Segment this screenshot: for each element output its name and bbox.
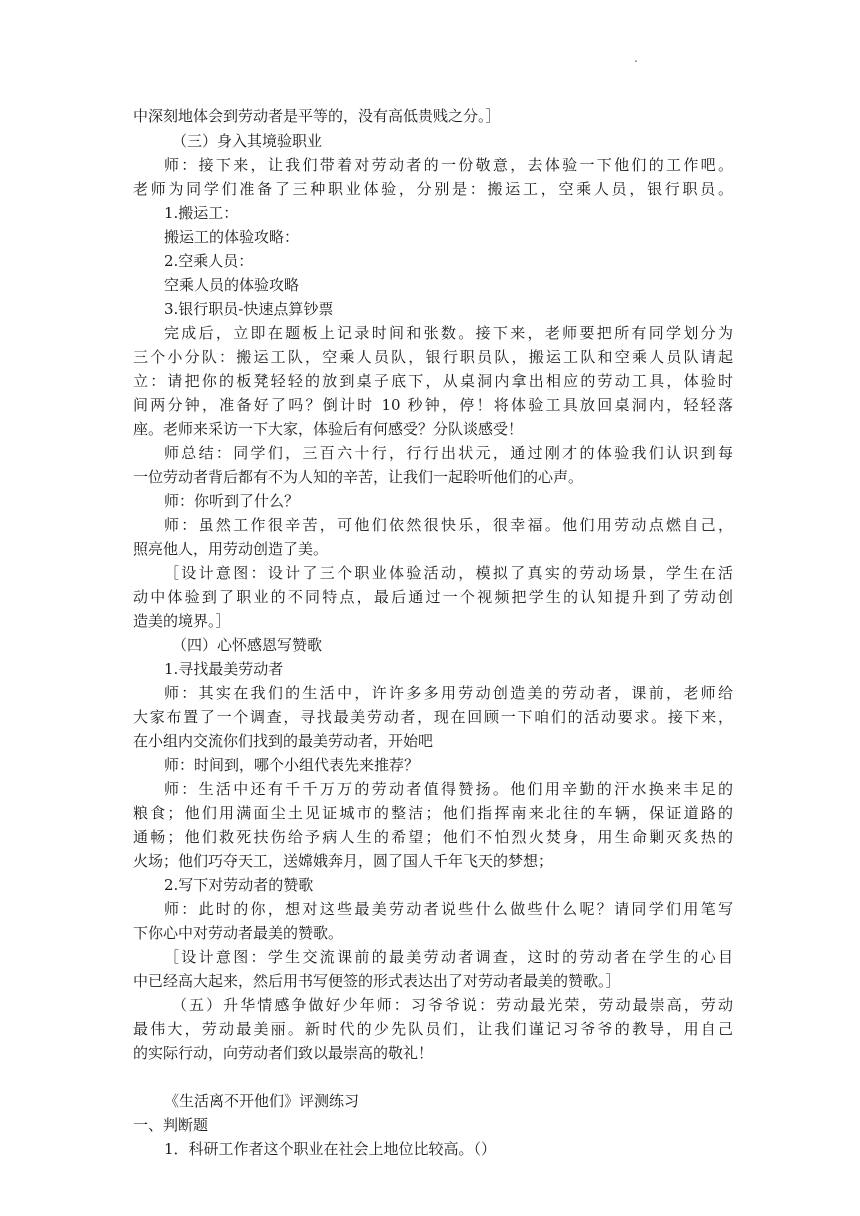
- section-heading-5: （五）升华情感争做好少年师：习爷爷说：劳动最光荣，劳动最崇高，劳动: [172, 996, 733, 1014]
- section-heading-3: （三）身入其境验职业: [172, 132, 323, 150]
- text-line: 座。老师来采访一下大家，体验后有何感受？分队谈感受！: [133, 420, 524, 438]
- text-line: 师：时间到，哪个小组代表先来推荐？: [164, 756, 420, 774]
- text-line: 造美的境界。］: [133, 612, 231, 630]
- text-line: 动中体验到了职业的不同特点，最后通过一个视频把学生的认知提升到了劳动创: [133, 588, 733, 606]
- text-line: 师：其实在我们的生活中，许许多多用劳动创造美的劳动者，课前，老师给: [164, 684, 733, 702]
- text-line: ［设计意图：设计了三个职业体验活动，模拟了真实的劳动场景，学生在活: [164, 564, 733, 582]
- exercise-section-heading: 一、判断题: [133, 1116, 209, 1134]
- text-line: 最伟大，劳动最美丽。新时代的少先队员们，让我们谨记习爷爷的教导，用自己: [133, 1020, 733, 1038]
- text-line: 下你心中对劳动者最美的赞歌。: [133, 924, 344, 942]
- list-item: 2.空乘人员：: [164, 252, 254, 270]
- text-line: 火场；他们巧夺天工，送嫦娥奔月，圆了国人千年飞天的梦想；: [133, 852, 554, 870]
- list-item: 2.写下对劳动者的赞歌: [164, 876, 314, 894]
- text-line: 师：虽然工作很辛苦，可他们依然很快乐，很幸福。他们用劳动点燃自己，: [164, 516, 733, 534]
- text-line: 大家布置了一个调查，寻找最美劳动者，现在回顾一下咱们的活动要求。接下来，: [133, 708, 733, 726]
- text-line: 一位劳动者背后都有不为人知的辛苦，让我们一起聆听他们的心声。: [133, 468, 584, 486]
- header-dot: .: [634, 51, 638, 65]
- text-line: 完成后，立即在题板上记录时间和张数。接下来，老师要把所有同学划分为: [164, 324, 733, 342]
- text-line: 师：接下来，让我们带着对劳动者的一份敬意，去体验一下他们的工作吧。: [164, 156, 733, 174]
- text-line: 师总结：同学们，三百六十行，行行出状元，通过刚才的体验我们认识到每: [164, 444, 733, 462]
- text-line: 老师为同学们准备了三种职业体验，分别是：搬运工，空乘人员，银行职员。: [133, 180, 733, 198]
- text-line: 照亮他人，用劳动创造了美。: [133, 540, 329, 558]
- list-item: 3.银行职员-快速点算钞票: [164, 300, 334, 318]
- list-item: 1.寻找最美劳动者: [164, 660, 284, 678]
- text-line: 中深刻地体会到劳动者是平等的，没有高低贵贱之分。］: [133, 107, 501, 125]
- section-heading-4: （四）心怀感恩写赞歌: [172, 636, 323, 654]
- text-line: 搬运工的体验攻略：: [164, 228, 300, 246]
- text-line: 空乘人员的体验攻略: [164, 276, 300, 294]
- text-line: 的实际行动，向劳动者们致以最崇高的敬礼！: [133, 1044, 434, 1062]
- text-line: 中已经高大起来，然后用书写便签的形式表达出了对劳动者最美的赞歌。］: [133, 972, 621, 990]
- text-line: 师：你听到了什么？: [164, 492, 300, 510]
- text-line: 通畅；他们救死扶伤给予病人生的希望；他们不怕烈火焚身，用生命剿灭炙热的: [133, 828, 733, 846]
- text-line: 三个小分队：搬运工队，空乘人员队，银行职员队，搬运工队和空乘人员队请起: [133, 348, 733, 366]
- text-line: 在小组内交流你们找到的最美劳动者，开始吧: [133, 732, 434, 750]
- text-line: 立：请把你的板凳轻轻的放到桌子底下，从桌洞内拿出相应的劳动工具，体验时: [133, 372, 733, 390]
- text-line: ［设计意图：学生交流课前的最美劳动者调查，这时的劳动者在学生的心目: [164, 948, 733, 966]
- text-line: 师：此时的你，想对这些最美劳动者说些什么做些什么呢？请同学们用笔写: [164, 900, 733, 918]
- exercise-title: 《生活离不开他们》评测练习: [164, 1092, 360, 1110]
- text-line: 粮食；他们用满面尘土见证城市的整洁；他们指挥南来北往的车辆，保证道路的: [133, 804, 733, 822]
- list-item: 1.搬运工：: [164, 204, 239, 222]
- text-line: 师：生活中还有千千万万的劳动者值得赞扬。他们用辛勤的汗水换来丰足的: [164, 780, 733, 798]
- exercise-question: 1．科研工作者这个职业在社会上地位比较高。（）: [164, 1140, 497, 1158]
- text-line: 间两分钟，准备好了吗？倒计时 10 秒钟，停！将体验工具放回桌洞内，轻轻落: [133, 396, 733, 414]
